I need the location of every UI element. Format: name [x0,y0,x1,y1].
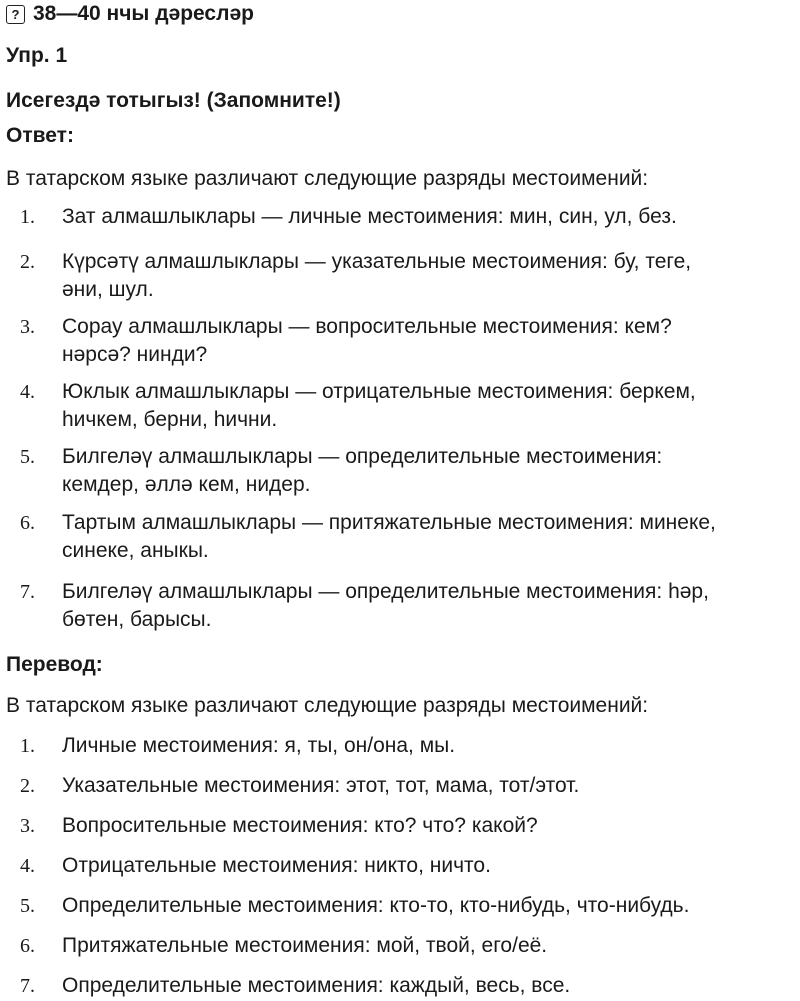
list-item-line: Вопросительные местоимения: кто? что? какой? [62,814,538,837]
list-number: 4. [20,381,35,403]
list-item-text [62,812,800,840]
list-item-text [62,852,800,880]
translation-heading: Перевод: [6,653,103,676]
lesson-title: 38—40 нчы дәресләр [33,2,254,25]
list-item-line: кемдер, әллә кем, нидер. [62,473,311,496]
list-item-line: Указательные местоимения: этот, тот, мама, тот/этот. [62,774,580,797]
list-number: 4. [20,855,35,877]
list-item-line: Личные местоимения: я, ты, он/она, мы. [62,734,456,757]
list-item-text [62,932,800,960]
list-item-text [62,313,800,369]
list-number: 3. [20,815,35,837]
question-icon: ? [6,5,25,24]
list-item-line: бөтен, барысы. [62,608,212,631]
list-item-line: синеке, аныкы. [62,539,209,562]
list-item-line: Зат алмашлыклары — личные местоимения: мин, син, ул, без. [62,205,677,228]
list-number: 1. [20,735,35,757]
list-item-line: Күрсәтү алмашлыклары — указательные местоимения: бу, теге, [62,250,692,273]
list-number: 2. [20,251,35,273]
list-item-line: Определительные местоимения: кто-то, кто-нибудь, что-нибудь. [62,894,690,917]
list-item-text [62,772,800,800]
list-number: 5. [20,446,35,468]
translation-intro: В татарском языке различают следующие разряды местоимений: [6,694,649,717]
list-number: 1. [20,206,35,228]
answer-heading: Ответ: [6,124,74,147]
list-number: 7. [20,581,35,603]
list-number: 6. [20,935,35,957]
list-item-text [62,509,800,565]
list-item-line: Юклык алмашлыклары — отрицательные местоимения: беркем, [62,380,696,403]
list-item-text [62,578,800,634]
list-item-line: Сорау алмашлыклары — вопросительные местоимения: кем? [62,315,672,338]
task-title: Исегездә тотыгыз! (Запомните!) [6,89,341,112]
list-item-text [62,248,800,304]
list-number: 6. [20,512,35,534]
exercise-label: Упр. 1 [6,44,68,67]
lesson-header [6,0,254,28]
list-item-line: Отрицательные местоимения: никто, ничто. [62,854,491,877]
list-number: 7. [20,975,35,997]
list-item-line: әни, шул. [62,278,154,301]
list-number: 5. [20,895,35,917]
list-number: 2. [20,775,35,797]
list-item-text [62,378,800,434]
list-item-text [62,732,800,760]
list-item-text [62,443,800,499]
list-item-line: Билгеләү алмашлыклары — определительные местоимения: [62,445,663,468]
list-item-line: һичкем, берни, һични. [62,408,278,431]
list-number: 3. [20,316,35,338]
list-item-line: Тартым алмашлыклары — притяжательные местоимения: минеке, [62,511,716,534]
answer-intro: В татарском языке различают следующие разряды местоимений: [6,167,649,190]
list-item-text [62,892,800,920]
list-item-text [62,203,800,231]
list-item-line: нәрсә? нинди? [62,343,208,366]
list-item-text [62,972,800,1000]
list-item-line: Притяжательные местоимения: мой, твой, его/её. [62,934,548,957]
list-item-line: Билгеләү алмашлыклары — определительные местоимения: һәр, [62,580,709,603]
list-item-line: Определительные местоимения: каждый, весь, все. [62,974,571,997]
